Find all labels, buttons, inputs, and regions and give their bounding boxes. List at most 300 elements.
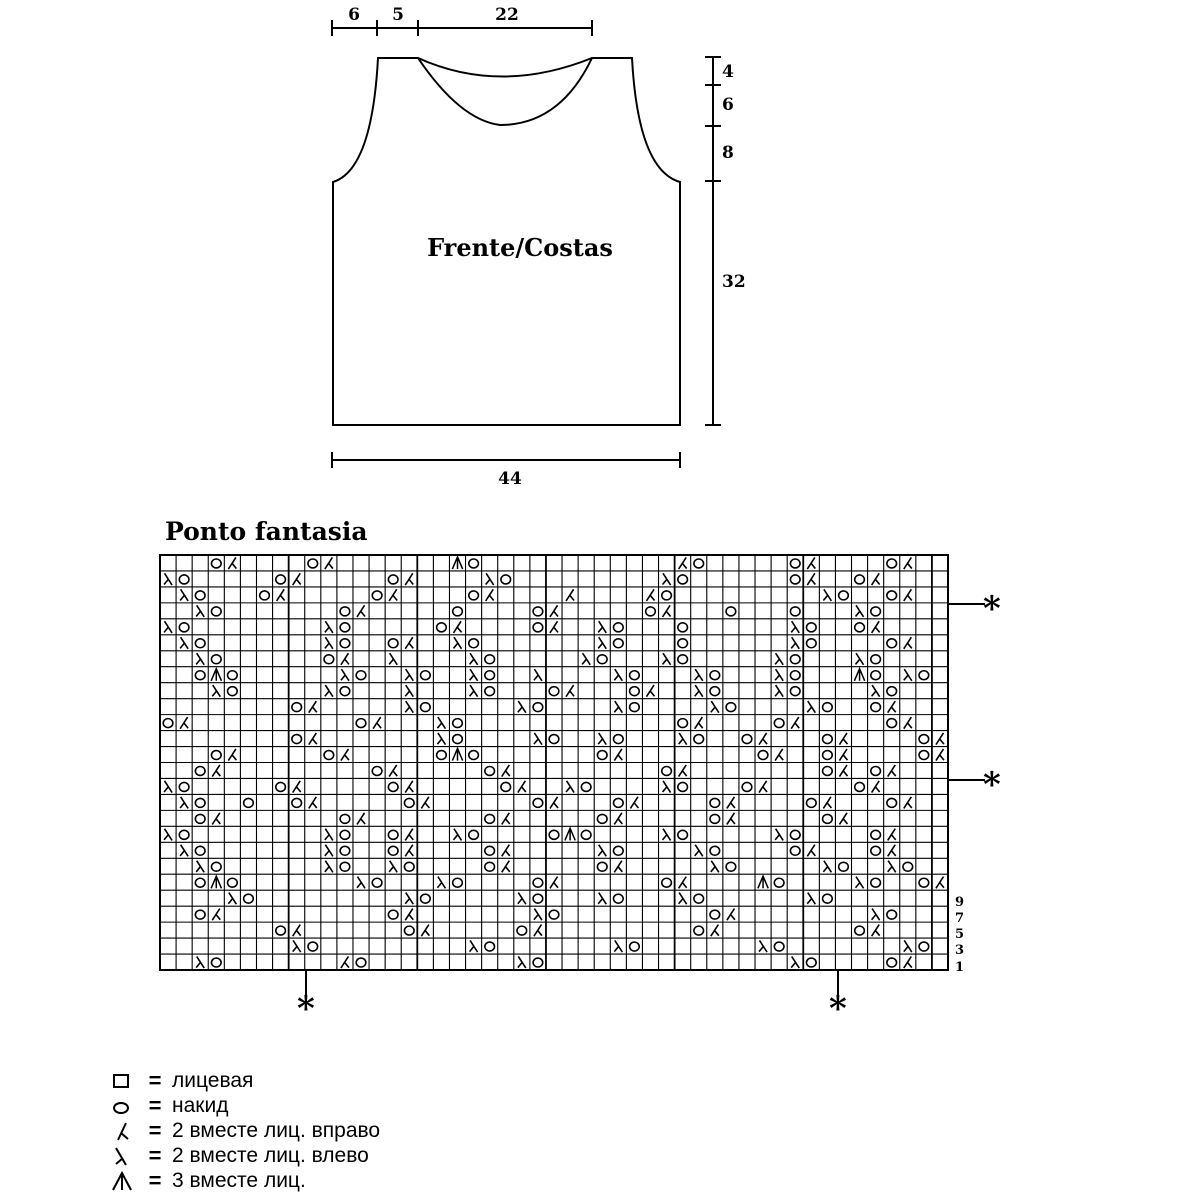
k2tog-left-symbol [405, 685, 413, 697]
k2tog-left-symbol [904, 940, 912, 952]
yarn-over-symbol [710, 814, 720, 823]
k2tog-right-symbol [630, 797, 638, 809]
yarn-over-symbol [533, 607, 543, 616]
k2tog-left-symbol [663, 653, 671, 665]
yarn-over-symbol [485, 687, 495, 696]
k2tog-left-symbol [663, 781, 671, 793]
k2tog-left-symbol [823, 589, 831, 601]
dim-width: 44 [498, 469, 522, 489]
k2tog-right-symbol [614, 813, 622, 825]
k2tog-right-symbol [759, 781, 767, 793]
k2tog-right-symbol [936, 733, 944, 745]
yarn-over-symbol [678, 639, 688, 648]
k2tog-left-symbol [389, 653, 397, 665]
yarn-over-symbol [517, 926, 527, 935]
yarn-over-symbol [678, 830, 688, 839]
yarn-over-symbol [887, 559, 897, 568]
yarn-over-symbol [340, 830, 350, 839]
yarn-over-symbol [710, 846, 720, 855]
yarn-over-symbol [501, 575, 511, 584]
yarn-over-symbol [678, 623, 688, 632]
k2tog-left-symbol [405, 701, 413, 713]
yarn-over-symbol [790, 846, 800, 855]
k2tog-right-symbol [486, 589, 494, 601]
k2tog-left-symbol [904, 669, 912, 681]
k2tog-left-symbol [180, 845, 188, 857]
yarn-over-symbol [485, 862, 495, 871]
yarn-over-symbol [597, 862, 607, 871]
yarn-over-symbol [581, 782, 591, 791]
k2tog-left-symbol [614, 701, 622, 713]
dim-neck-width: 22 [495, 5, 519, 25]
yarn-over-symbol [646, 607, 656, 616]
yarn-over-symbol [340, 639, 350, 648]
k2tog-left-symbol [872, 909, 880, 921]
yarn-over-symbol [806, 798, 816, 807]
yarn-over-symbol [678, 719, 688, 728]
k2tog-right-symbol [341, 956, 349, 968]
yarn-over-symbol [806, 623, 816, 632]
yarn-over-symbol [211, 862, 221, 871]
k2tog-right-symbol [679, 877, 687, 889]
yarn-over-symbol [662, 767, 672, 776]
k2tog-right-symbol [791, 717, 799, 729]
yarn-over-symbol [340, 814, 350, 823]
k2tog-left-symbol [711, 861, 719, 873]
k2tog-right-symbol [888, 701, 896, 713]
k2tog-left-symbol [791, 637, 799, 649]
k2tog-right-symbol [904, 717, 912, 729]
yarn-over-symbol [469, 559, 479, 568]
k2tog-right-symbol [566, 685, 574, 697]
dim-armhole: 8 [722, 143, 734, 163]
k2tog-left-symbol [389, 861, 397, 873]
legend-item-knit [110, 1068, 380, 1093]
yarn-over-symbol [774, 878, 784, 887]
k2tog-right-symbol [405, 829, 413, 841]
schematic-label: Frente/Costas [427, 233, 613, 262]
legend-item-yarn-over [110, 1093, 380, 1118]
yarn-over-symbol [469, 591, 479, 600]
yarn-over-symbol [790, 671, 800, 680]
row-numbers [955, 895, 964, 975]
legend-label: лицевая [172, 1068, 254, 1092]
k3tog-symbol [211, 876, 221, 888]
k2tog-left-symbol [437, 733, 445, 745]
legend-equals: = [148, 1092, 162, 1118]
k2tog-right-symbol [405, 573, 413, 585]
yarn-over-symbol [887, 687, 897, 696]
k2tog-left-symbol [164, 621, 172, 633]
yarn-over-symbol [855, 575, 865, 584]
yarn-over-symbol [597, 814, 607, 823]
yarn-over-symbol [340, 623, 350, 632]
k2tog-right-symbol [228, 749, 236, 761]
legend-item-k2tog-left [110, 1143, 380, 1168]
k2tog-right-symbol [775, 749, 783, 761]
yarn-over-symbol [887, 910, 897, 919]
k2tog-right-symbol [341, 749, 349, 761]
yarn-over-symbol [211, 958, 221, 967]
k2tog-right-symbol [727, 797, 735, 809]
k2tog-right-symbol [823, 797, 831, 809]
row-number: 5 [955, 927, 965, 942]
k2tog-right-symbol [663, 605, 671, 617]
k2tog-right-symbol [550, 605, 558, 617]
yarn-over-symbol [324, 751, 334, 760]
row-number: 1 [955, 960, 965, 975]
yarn-over-symbol [614, 846, 624, 855]
k3tog-symbol [758, 876, 768, 888]
repeat-marker-top: * [983, 589, 1001, 629]
row-number: 7 [955, 911, 965, 926]
k2tog-left-symbol [598, 733, 606, 745]
yarn-over-symbol [485, 655, 495, 664]
k2tog-left-symbol [695, 685, 703, 697]
k2tog-left-symbol [856, 653, 864, 665]
yarn-over-symbol [549, 735, 559, 744]
k2tog-left-symbol [534, 733, 542, 745]
yarn-over-symbol [372, 878, 382, 887]
legend-equals: = [148, 1117, 162, 1143]
k2tog-right-symbol [550, 877, 558, 889]
yarn-over-symbol [678, 655, 688, 664]
yarn-over-symbol [694, 894, 704, 903]
k2tog-left-symbol [534, 909, 542, 921]
square-icon [110, 1068, 138, 1093]
k2tog-left-symbol [775, 653, 783, 665]
k2tog-right-symbol [872, 621, 880, 633]
k2tog-right-symbol [727, 813, 735, 825]
yarn-over-symbol [871, 703, 881, 712]
yarn-over-symbol [195, 591, 205, 600]
dim-body-length: 32 [722, 272, 746, 292]
k2tog-left-symbol [679, 893, 687, 905]
k2tog-right-symbol [904, 797, 912, 809]
row-number: 3 [955, 943, 965, 958]
k2tog-left-icon [110, 1143, 138, 1168]
k2tog-right-symbol [357, 605, 365, 617]
k2tog-left-symbol [598, 621, 606, 633]
legend-equals: = [148, 1167, 162, 1193]
k2tog-left-symbol [196, 956, 204, 968]
yarn-over-symbol [356, 719, 366, 728]
yarn-over-symbol [823, 814, 833, 823]
k2tog-left-symbol [679, 733, 687, 745]
yarn-over-symbol [388, 846, 398, 855]
repeat-marker-mid: * [983, 765, 1001, 805]
k2tog-left-symbol [775, 685, 783, 697]
chart-title: Ponto fantasia [165, 517, 368, 546]
yarn-over-symbol [887, 958, 897, 967]
yarn-over-symbol [823, 735, 833, 744]
k2tog-right-symbol [888, 845, 896, 857]
k3tog-symbol [854, 669, 864, 681]
yarn-over-symbol [340, 846, 350, 855]
k2tog-left-symbol [598, 845, 606, 857]
yarn-over-symbol [678, 782, 688, 791]
k2tog-right-symbol [679, 557, 687, 569]
yarn-over-symbol [453, 878, 463, 887]
yarn-over-symbol [887, 798, 897, 807]
k2tog-left-symbol [341, 669, 349, 681]
k2tog-left-symbol [791, 956, 799, 968]
yarn-over-symbol [211, 751, 221, 760]
k2tog-right-symbol [614, 749, 622, 761]
yarn-over-symbol [276, 575, 286, 584]
k2tog-left-symbol [164, 829, 172, 841]
k2tog-left-symbol [212, 685, 220, 697]
k2tog-right-symbol [502, 813, 510, 825]
yarn-over-symbol [195, 767, 205, 776]
yarn-over-symbol [195, 798, 205, 807]
yarn-over-symbol [919, 751, 929, 760]
k2tog-left-symbol [405, 893, 413, 905]
k2tog-right-symbol [325, 557, 333, 569]
yarn-over-symbol [195, 639, 205, 648]
yarn-over-symbol [421, 671, 431, 680]
yarn-over-symbol [790, 655, 800, 664]
k3tog-symbol [452, 748, 462, 760]
yarn-over-symbol [292, 798, 302, 807]
k2tog-right-symbol [389, 765, 397, 777]
yarn-over-symbol [533, 894, 543, 903]
k2tog-left-symbol [470, 653, 478, 665]
k2tog-left-symbol [470, 685, 478, 697]
k2tog-right-symbol [421, 925, 429, 937]
yarn-over-symbol [597, 751, 607, 760]
yarn-over-symbol [823, 703, 833, 712]
yarn-over-symbol [533, 798, 543, 807]
k2tog-right-symbol [727, 909, 735, 921]
yarn-over-symbol [630, 687, 640, 696]
k2tog-right-symbol [373, 717, 381, 729]
k2tog-left-symbol [598, 893, 606, 905]
yarn-over-symbol [855, 623, 865, 632]
yarn-over-symbol [549, 830, 559, 839]
yarn-over-symbol [710, 910, 720, 919]
yarn-over-symbol [372, 591, 382, 600]
yarn-over-symbol [597, 655, 607, 664]
yarn-over-symbol [726, 607, 736, 616]
k2tog-right-symbol [888, 829, 896, 841]
yarn-over-symbol [662, 591, 672, 600]
k2tog-right-symbol [807, 573, 815, 585]
yarn-over-symbol [324, 655, 334, 664]
yarn-over-symbol [244, 798, 254, 807]
yarn-over-symbol [887, 591, 897, 600]
k2tog-left-symbol [196, 605, 204, 617]
k2tog-right-symbol [293, 781, 301, 793]
yarn-over-symbol [469, 639, 479, 648]
k2tog-left-symbol [663, 829, 671, 841]
yarn-over-symbol [871, 767, 881, 776]
k2tog-right-symbol [309, 701, 317, 713]
k2tog-left-symbol [357, 877, 365, 889]
k2tog-left-symbol [228, 893, 236, 905]
k2tog-right-symbol [839, 749, 847, 761]
k2tog-right-symbol [309, 797, 317, 809]
yarn-over-symbol [742, 735, 752, 744]
yarn-over-symbol [340, 687, 350, 696]
k2tog-right-symbol [904, 557, 912, 569]
k2tog-left-symbol [518, 893, 526, 905]
yarn-over-symbol [871, 671, 881, 680]
k2tog-left-symbol [196, 653, 204, 665]
yarn-over-symbol [630, 942, 640, 951]
k2tog-right-symbol [936, 749, 944, 761]
k2tog-left-symbol [437, 717, 445, 729]
yarn-over-symbol [855, 782, 865, 791]
dim-neck-edge: 5 [392, 5, 404, 25]
yarn-over-symbol [533, 878, 543, 887]
k2tog-left-symbol [791, 621, 799, 633]
k2tog-left-symbol [470, 940, 478, 952]
yarn-over-symbol [163, 719, 173, 728]
yarn-over-symbol [710, 798, 720, 807]
yarn-over-symbol [533, 703, 543, 712]
yarn-over-symbol [630, 703, 640, 712]
yarn-over-symbol [806, 958, 816, 967]
yarn-over-symbol [710, 687, 720, 696]
dim-shoulder-drop: 4 [722, 62, 734, 82]
yarn-over-symbol [533, 623, 543, 632]
k2tog-left-symbol [614, 669, 622, 681]
k3tog-icon [110, 1168, 138, 1193]
k2tog-left-symbol [293, 940, 301, 952]
yarn-over-symbol [614, 623, 624, 632]
k2tog-right-symbol [212, 765, 220, 777]
yarn-over-symbol [871, 607, 881, 616]
yarn-over-symbol [388, 830, 398, 839]
k2tog-left-symbol [325, 829, 333, 841]
k2tog-right-symbol [711, 925, 719, 937]
yarn-over-symbol [790, 559, 800, 568]
yarn-over-symbol [340, 607, 350, 616]
yarn-over-symbol [726, 862, 736, 871]
yarn-over-symbol [823, 894, 833, 903]
k2tog-right-symbol [228, 557, 236, 569]
yarn-over-symbol [469, 751, 479, 760]
k3tog-symbol [211, 669, 221, 681]
yarn-over-symbol [404, 926, 414, 935]
k2tog-right-symbol [357, 813, 365, 825]
dim-neck-depth: 6 [722, 95, 734, 115]
yarn-over-symbol [871, 655, 881, 664]
k2tog-right-symbol [679, 765, 687, 777]
yarn-over-symbol [614, 798, 624, 807]
k2tog-left-symbol [453, 829, 461, 841]
yarn-over-symbol [195, 910, 205, 919]
yarn-over-symbol [372, 767, 382, 776]
k2tog-left-symbol [856, 605, 864, 617]
k2tog-right-symbol [807, 845, 815, 857]
yarn-over-symbol [774, 719, 784, 728]
k2tog-left-symbol [470, 669, 478, 681]
stitch-chart [160, 555, 948, 970]
yarn-over-symbol [533, 958, 543, 967]
yarn-over-symbol [404, 862, 414, 871]
yarn-over-symbol [211, 655, 221, 664]
k2tog-right-symbol [839, 733, 847, 745]
k2tog-right-symbol [872, 781, 880, 793]
neckline-front [418, 58, 592, 77]
k2tog-left-symbol [325, 621, 333, 633]
yarn-over-symbol [871, 878, 881, 887]
repeat-asterisks [297, 589, 1001, 1029]
legend-equals: = [148, 1142, 162, 1168]
k2tog-right-symbol [405, 781, 413, 793]
yarn-over-symbol [887, 639, 897, 648]
k2tog-right-symbol [695, 717, 703, 729]
k2tog-right-symbol [614, 861, 622, 873]
yarn-over-symbol [919, 671, 929, 680]
yarn-over-symbol [855, 926, 865, 935]
yarn-over-symbol [501, 782, 511, 791]
yarn-over-symbol [790, 575, 800, 584]
k2tog-right-symbol [888, 765, 896, 777]
yarn-over-symbol [485, 671, 495, 680]
yarn-over-symbol [421, 894, 431, 903]
k2tog-right-symbol [293, 573, 301, 585]
yarn-over-symbol [485, 846, 495, 855]
yarn-over-symbol [790, 607, 800, 616]
k2tog-left-symbol [598, 637, 606, 649]
k2tog-left-symbol [180, 637, 188, 649]
k2tog-left-symbol [888, 861, 896, 873]
yarn-over-symbol [340, 862, 350, 871]
k2tog-right-symbol [646, 589, 654, 601]
yarn-over-symbol [694, 926, 704, 935]
k2tog-left-symbol [196, 861, 204, 873]
k2tog-left-symbol [325, 861, 333, 873]
k2tog-right-symbol [405, 909, 413, 921]
k2tog-right-symbol [904, 956, 912, 968]
k2tog-left-symbol [711, 701, 719, 713]
yarn-over-symbol [614, 639, 624, 648]
k2tog-right-symbol [550, 621, 558, 633]
yarn-over-symbol [292, 735, 302, 744]
yarn-over-symbol [742, 782, 752, 791]
yarn-over-symbol [453, 607, 463, 616]
yarn-over-symbol [437, 751, 447, 760]
yarn-over-symbol [694, 735, 704, 744]
k2tog-right-symbol [646, 685, 654, 697]
yarn-over-symbol [871, 846, 881, 855]
yarn-over-symbol [806, 639, 816, 648]
k2tog-left-symbol [695, 669, 703, 681]
yarn-over-symbol [469, 830, 479, 839]
yarn-over-symbol [485, 814, 495, 823]
k2tog-left-symbol [405, 669, 413, 681]
dim-shoulder: 6 [348, 5, 360, 25]
k2tog-right-symbol [502, 861, 510, 873]
yarn-over-symbol [388, 910, 398, 919]
k2tog-right-symbol [759, 733, 767, 745]
k2tog-right-symbol [421, 797, 429, 809]
yarn-over-symbol [211, 559, 221, 568]
k2tog-left-symbol [582, 653, 590, 665]
yarn-over-symbol [228, 878, 238, 887]
yarn-over-symbol [887, 719, 897, 728]
yarn-over-symbol [790, 830, 800, 839]
yarn-over-symbol [228, 687, 238, 696]
k2tog-left-symbol [325, 685, 333, 697]
yarn-over-symbol [179, 623, 189, 632]
k2tog-right-symbol [534, 925, 542, 937]
k2tog-left-symbol [518, 956, 526, 968]
k2tog-left-symbol [823, 861, 831, 873]
